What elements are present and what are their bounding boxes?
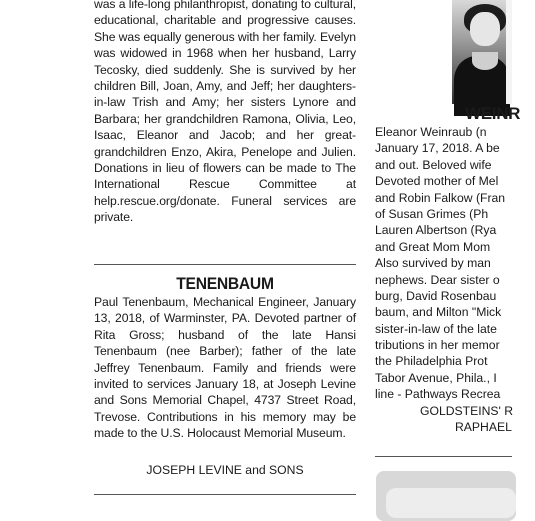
text-line: Lauren Albertson (Rya: [375, 223, 497, 238]
obituary-heading-weinraub: WEINR: [465, 104, 521, 123]
text-line: line - Pathways Recrea: [375, 387, 501, 402]
text-line: Tabor Avenue, Phila., I: [375, 370, 497, 385]
text-line: baum, and Milton "Mick: [375, 305, 502, 320]
portrait-photo: [452, 0, 512, 104]
advertisement-inner: [386, 488, 516, 518]
text-line: and Robin Falkow (Fran: [375, 190, 506, 205]
funeral-home-signature: GOLDSTEINS' R: [420, 403, 514, 418]
obituary-text-tenenbaum: Paul Tenenbaum, Mechanical Engineer, January 13, 2018, of Warminster, PA. Devoted partner of Rita Gross; husband of the late Hansi Tenenbaum (nee Barber); father of the late Jeffrey Tenenbaum. Family and friends were invited to services January 18, at Joseph Levine and Sons Memorial Chapel, 4737 Street Road, Trevose. Contributions in his memory may be made to the U.S. Holocaust Memorial Museum.: [94, 295, 356, 441]
text-line: Devoted mother of Mel: [375, 174, 499, 189]
text-line: nephews. Dear sister o: [375, 272, 500, 287]
obituary-heading-tenenbaum: TENENBAUM: [176, 274, 274, 293]
divider: [94, 494, 356, 495]
text-line: the Philadelphia Prot: [375, 354, 488, 369]
text-line: sister-in-law of the late: [375, 321, 497, 336]
text-line: and Great Mom Mom: [375, 239, 491, 254]
text-line: tributions in her memor: [375, 338, 500, 353]
divider: [94, 264, 356, 265]
funeral-home-signature: JOSEPH LEVINE and SONS: [146, 463, 304, 477]
funeral-home-signature: RAPHAEL: [455, 420, 512, 435]
divider: [375, 456, 512, 457]
text-line: January 17, 2018. A be: [375, 141, 500, 156]
text-line: Eleanor Weinraub (n: [375, 125, 487, 139]
obituary-text-weinraub: [375, 124, 535, 435]
text-line: burg, David Rosenbau: [375, 288, 497, 303]
obituary-continued-text: was a life-long philanthropist, donating to cultural, educational, charitable and progressive causes. She was equally generous with her family. Evelyn was widowed in 1968 when her husband, Larry Tecosky, died suddenly. She is survived by her children Bill, Joan, Amy, and Jeff; her daughters-in-law Trish and Amy; her sisters Lynore and Barbara; her grandchildren Ramona, Olivia, Leo, Isaac, Eleanor and Jacob; and her great-grandchildren Enzo, Akira, Penelope and Julien. Donations in lieu of flowers can be made to The International Rescue Committee at help.rescue.org/donate. Funeral services are private.: [94, 0, 356, 225]
text-line: of Susan Grimes (Ph: [375, 206, 489, 221]
text-line: and out. Beloved wife: [375, 157, 492, 172]
text-line: Also survived by man: [375, 256, 491, 271]
